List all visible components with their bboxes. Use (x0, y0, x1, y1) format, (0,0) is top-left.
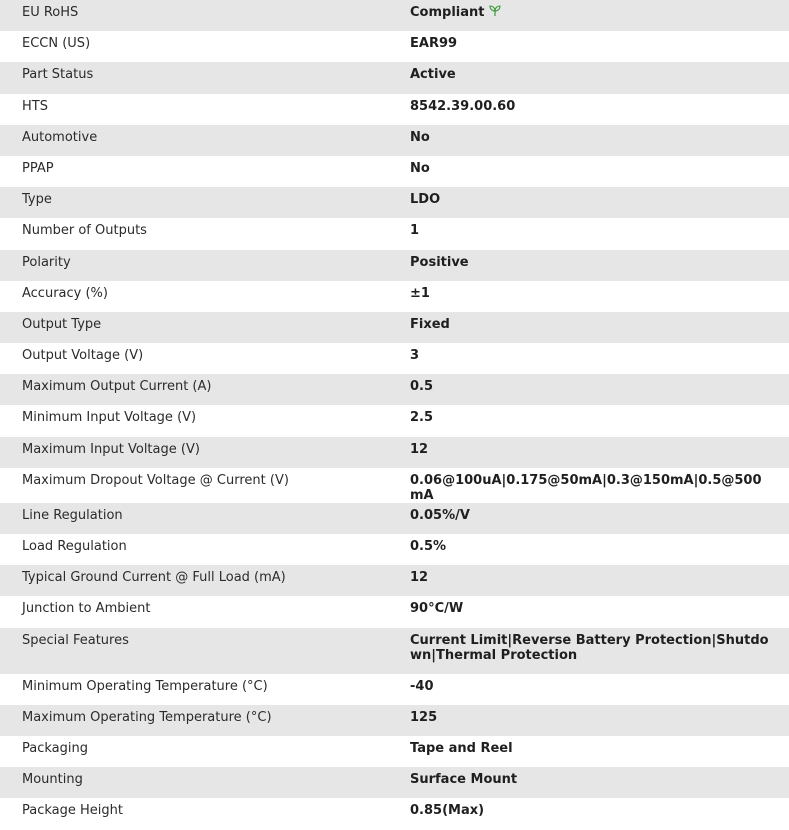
spec-row-polarity (0, 250, 789, 281)
spec-value: 1 (410, 223, 420, 239)
spec-label: EU RoHS (22, 5, 79, 20)
spec-value: ±1 (410, 285, 430, 301)
spec-value: Tape and Reel (410, 740, 513, 756)
spec-row-junction-to-ambient (0, 596, 789, 627)
spec-value: 2.5 (410, 410, 434, 426)
spec-label: Accuracy (%) (22, 285, 108, 301)
spec-row-packaging (0, 736, 789, 767)
spec-value: Fixed (410, 316, 450, 332)
spec-label: Output Type (22, 316, 102, 332)
spec-value: 8542.39.00.60 (410, 98, 516, 114)
spec-value: -40 (410, 678, 434, 694)
spec-row-part-status (0, 62, 789, 93)
spec-value: Current Limit|Reverse Battery Protection|Shutdown|Thermal Protection (410, 632, 769, 663)
spec-label: Maximum Operating Temperature (°C) (22, 709, 272, 725)
spec-row-automotive (0, 125, 789, 156)
spec-label: Maximum Input Voltage (V) (22, 441, 200, 457)
spec-label: Number of Outputs (22, 223, 147, 239)
spec-row-ppap (0, 156, 789, 187)
spec-row-number-of-outputs (0, 218, 789, 249)
spec-label: Minimum Operating Temperature (°C) (22, 678, 268, 694)
spec-label: Line Regulation (22, 507, 123, 523)
spec-value: 125 (410, 709, 438, 725)
spec-row-line-regulation (0, 503, 789, 534)
spec-label: Automotive (22, 129, 98, 145)
spec-label: Output Voltage (V) (22, 348, 144, 364)
spec-label: Mounting (22, 772, 83, 788)
spec-label: Maximum Output Current (A) (22, 379, 212, 395)
spec-value (388, 0, 789, 31)
spec-row-type (0, 187, 789, 218)
spec-value: No (410, 129, 430, 145)
spec-row-special-features (0, 628, 789, 674)
spec-label: Part Status (22, 67, 94, 83)
spec-value: 0.05%/V (410, 507, 470, 523)
spec-row-accuracy (0, 281, 789, 312)
spec-label: Maximum Dropout Voltage @ Current (V) (22, 472, 289, 488)
spec-label: Packaging (22, 740, 88, 756)
spec-row-output-voltage (0, 343, 789, 374)
spec-value: 0.5% (410, 539, 447, 554)
spec-value: 0.06@100uA|0.175@50mA|0.3@150mA|0.5@500mA (410, 472, 762, 503)
spec-label: Package Height (22, 803, 123, 819)
spec-label: Junction to Ambient (22, 601, 151, 617)
spec-row-mounting (0, 767, 789, 798)
spec-row-load-regulation (0, 534, 789, 565)
spec-row-ground-current (0, 565, 789, 596)
spec-value: Surface Mount (410, 772, 518, 788)
spec-row-eccn (0, 31, 789, 62)
spec-value: Positive (410, 254, 469, 270)
spec-label: Minimum Input Voltage (V) (22, 410, 197, 426)
spec-value: 0.85(Max) (410, 803, 485, 819)
spec-label: PPAP (22, 160, 54, 176)
spec-row-max-operating-temp (0, 705, 789, 736)
spec-value: 90°C/W (410, 601, 464, 617)
spec-row-min-input-voltage (0, 405, 789, 436)
spec-label: Typical Ground Current @ Full Load (mA) (22, 570, 286, 586)
spec-value: No (410, 160, 430, 176)
spec-label: Special Features (22, 632, 129, 648)
spec-value: 3 (410, 348, 420, 364)
spec-label: Polarity (22, 254, 71, 270)
spec-row-eu-rohs (0, 0, 789, 31)
spec-row-max-dropout-voltage (0, 468, 789, 503)
spec-value: 12 (410, 441, 429, 457)
spec-row-package-height (0, 798, 789, 829)
spec-value-text: Compliant (410, 5, 485, 20)
spec-value: LDO (410, 192, 441, 208)
spec-row-output-type (0, 312, 789, 343)
spec-label: Load Regulation (22, 539, 127, 554)
spec-value: EAR99 (410, 36, 458, 52)
spec-value: Active (410, 67, 456, 83)
spec-row-max-output-current (0, 374, 789, 405)
spec-value: 12 (410, 570, 429, 586)
spec-row-hts (0, 94, 789, 125)
spec-value: 0.5 (410, 379, 434, 395)
spec-label: Type (22, 192, 52, 208)
leaf-icon (488, 5, 502, 17)
spec-row-min-operating-temp (0, 674, 789, 705)
spec-label: HTS (22, 98, 48, 114)
spec-row-max-input-voltage (0, 437, 789, 468)
spec-label: ECCN (US) (22, 36, 91, 52)
